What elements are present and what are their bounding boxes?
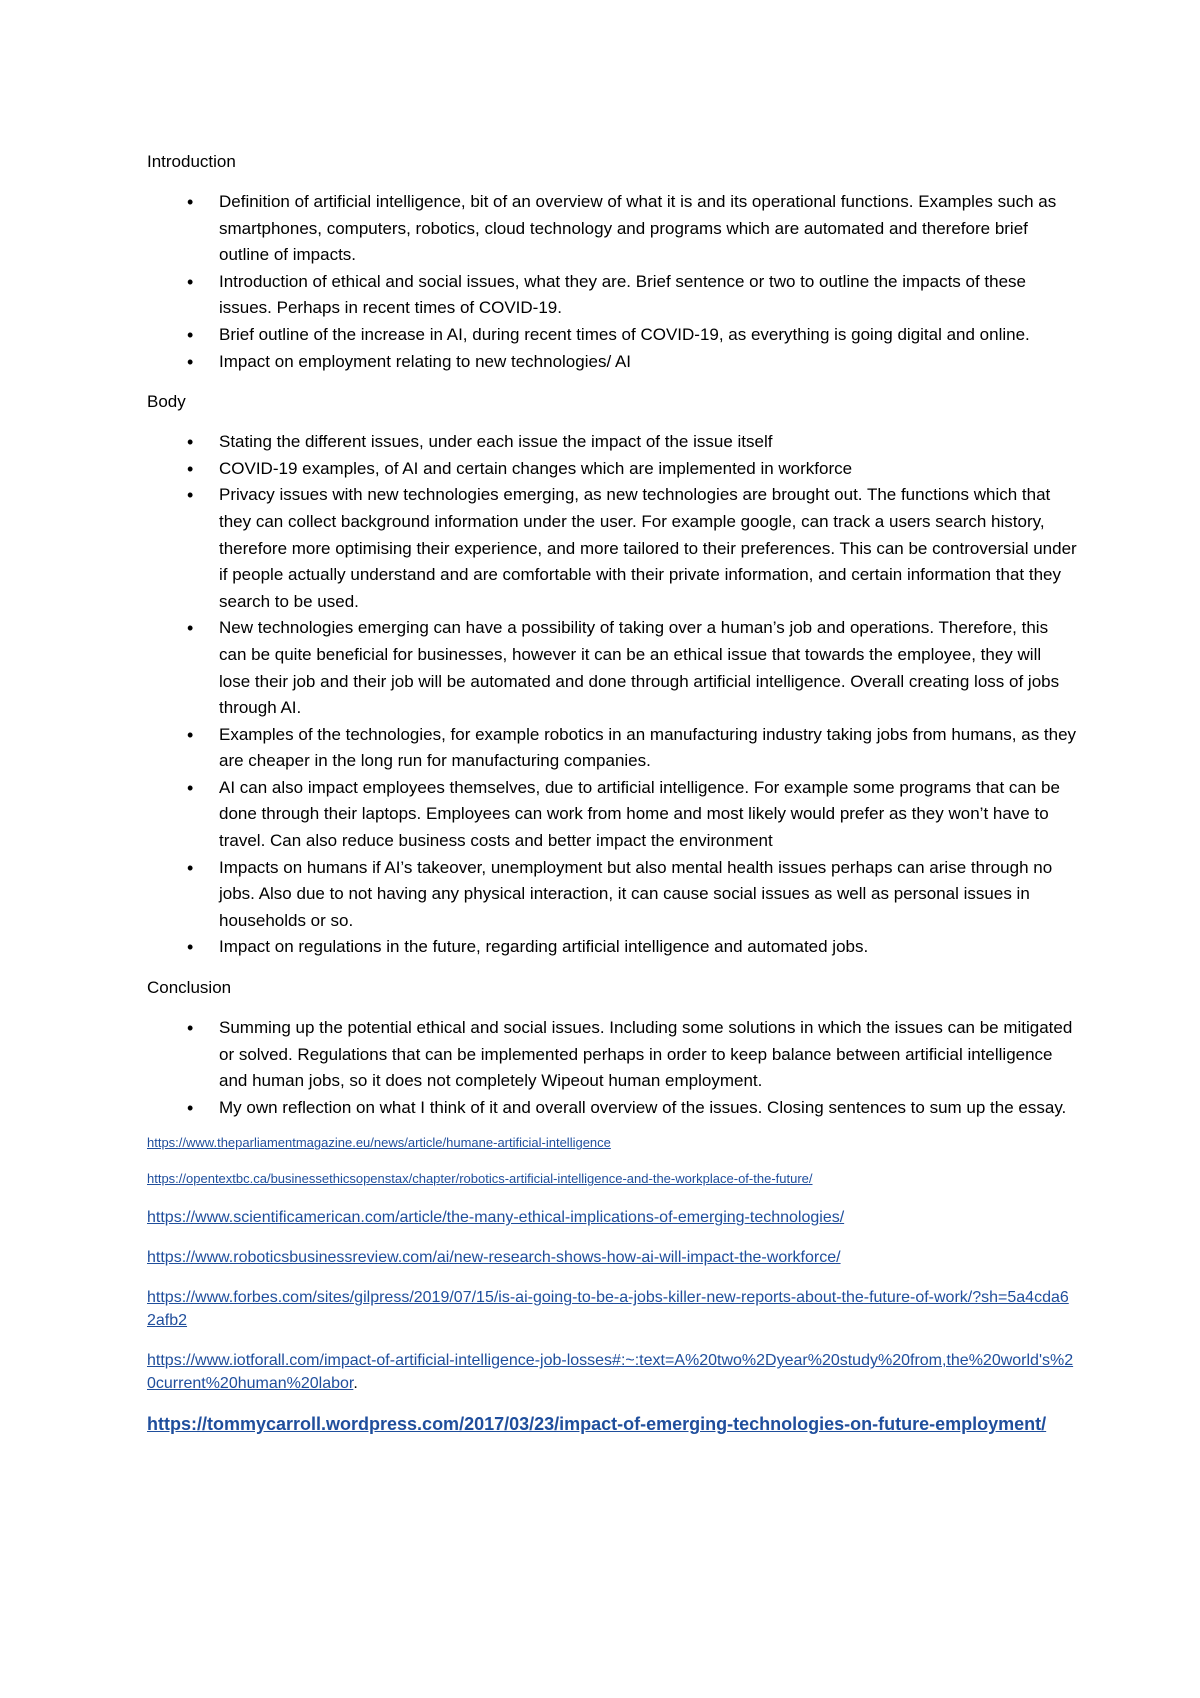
list-item: • Privacy issues with new technologies emerging, as new technologies are brought out. The functions which that they can collect background information under the user. For example google, can track a users search history, therefore more optimising their experience, and more tailored to their preferences. This can be controversial under if people actually understand and are comfortable with their private information, and certain information that they search to be used. [219,482,1077,615]
reference-iotforall-row [147,1349,1077,1395]
list-item: • COVID-19 examples, of AI and certain changes which are implemented in workforce [219,456,1077,483]
conclusion-heading: Conclusion [147,978,232,998]
list-item: • My own reflection on what I think of it and overall overview of the issues. Closing sentences to sum up the essay. [219,1095,1077,1122]
body-heading: Body [147,392,186,412]
introduction-heading: Introduction [147,152,236,171]
list-item: • Impact on employment relating to new technologies/ AI [219,349,1077,376]
document-page [147,148,1077,1446]
list-item: • New technologies emerging can have a possibility of taking over a human’s job and operations. Therefore, this can be quite beneficial for businesses, however it can be an ethical issue that towards the employee, they will lose their job and their job will be automated and done through artificial intelligence. Overall creating loss of jobs through AI. [219,615,1077,721]
reference-trailing-period: . [353,1375,358,1393]
list-item: • Stating the different issues, under each issue the impact of the issue itself [219,429,1077,456]
list-item: • Impacts on humans if AI’s takeover, unemployment but also mental health issues perhaps can arise through no jobs. Also due to not having any physical interaction, it can cause social issues as well as personal issues in households or so. [219,855,1077,935]
reference-link-scientific-american[interactable]: https://www.scientificamerican.com/article/the-many-ethical-implications-of-emerging-technologies/ [147,1209,845,1227]
reference-link-tommycarroll[interactable]: https://tommycarroll.wordpress.com/2017/03/23/impact-of-emerging-technologies-on-future-employment/ [147,1414,1047,1435]
reference-link-iotforall[interactable]: https://www.iotforall.com/impact-of-artificial-intelligence-job-losses#:~:text=A%20two%2Dyear%20study%20from,the%20world's%20current%20human%20labor [147,1352,1074,1393]
conclusion-bullet-list [147,1015,1077,1121]
body-bullet-list [147,429,1077,961]
reference-link-forbes[interactable]: https://www.forbes.com/sites/gilpress/2019/07/15/is-ai-going-to-be-a-jobs-killer-new-reports-about-the-future-of-work/?sh=5a4cda62afb2 [147,1289,1069,1330]
introduction-bullet-list [147,189,1077,375]
list-item: • AI can also impact employees themselves, due to artificial intelligence. For example some programs that can be done through their laptops. Employees can work from home and most likely would prefer as they won’t have to travel. Can also reduce business costs and better impact the environment [219,775,1077,855]
list-item: • Brief outline of the increase in AI, during recent times of COVID-19, as everything is going digital and online. [219,322,1077,349]
list-item: • Impact on regulations in the future, regarding artificial intelligence and automated jobs. [219,934,1077,961]
reference-links [147,1134,1077,1436]
list-item: • Examples of the technologies, for example robotics in an manufacturing industry taking jobs from humans, as they are cheaper in the long run for manufacturing companies. [219,722,1077,775]
list-item: • Definition of artificial intelligence, bit of an overview of what it is and its operational functions. Examples such as smartphones, computers, robotics, cloud technology and programs which are automated and therefore brief outline of impacts. [219,189,1077,269]
reference-link-robotics-business-review[interactable]: https://www.roboticsbusinessreview.com/ai/new-research-shows-how-ai-will-impact-the-workforce/ [147,1249,841,1267]
reference-link-opentextbc[interactable]: https://opentextbc.ca/businessethicsopenstax/chapter/robotics-artificial-intelligence-and-the-workplace-of-the-future/ [147,1171,813,1187]
reference-link-parliament-magazine[interactable]: https://www.theparliamentmagazine.eu/news/article/humane-artificial-intelligence [147,1135,611,1151]
list-item: • Summing up the potential ethical and social issues. Including some solutions in which the issues can be mitigated or solved. Regulations that can be implemented perhaps in order to keep balance between artificial intelligence and human jobs, so it does not completely Wipeout human employment. [219,1015,1077,1095]
list-item: • Introduction of ethical and social issues, what they are. Brief sentence or two to outline the impacts of these issues. Perhaps in recent times of COVID-19. [219,269,1077,322]
